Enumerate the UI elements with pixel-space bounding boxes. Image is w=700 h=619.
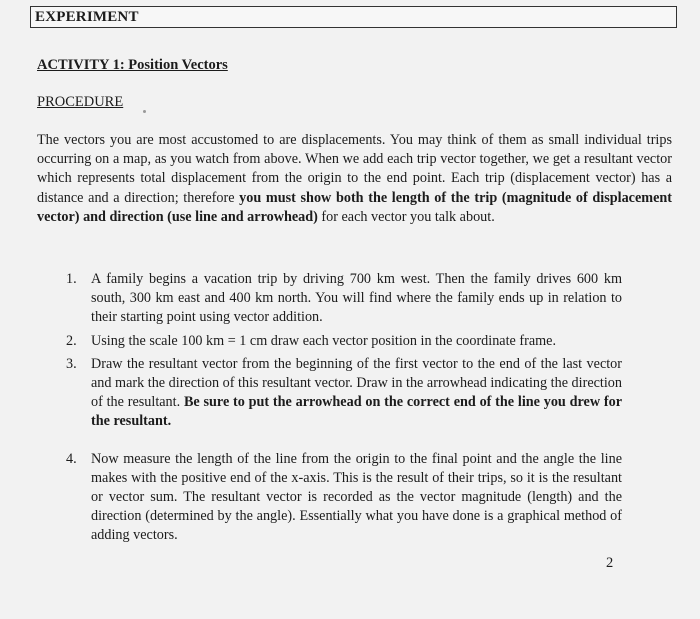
experiment-title: EXPERIMENT [35,9,139,25]
step-3 [60,355,622,432]
step-number: 4. [66,450,77,467]
stray-mark [143,110,146,113]
intro-text-b: for each vector you talk about. [317,208,495,225]
step-number: 1. [66,271,77,287]
step-number: 3. [66,355,77,372]
activity-title: ACTIVITY 1: Position Vectors [37,57,228,73]
intro-text-a: The vectors you are most accustomed to are displacements. You may think of them as small individual trips occurring on a map, as you watch from above. When we add each trip vector together, we get a resultant vector which represents total displacement from the origin to the end point. Each trip (displacement vector) has a distance and a direction; therefore [37,132,672,206]
step-bold-text: Be sure to put the arrowhead on the correct end of the line you drew for the resultant. [91,394,622,430]
procedure-steps-list [60,270,622,546]
page-number: 2 [606,555,614,571]
intro-paragraph [37,131,672,227]
step-text: A family begins a vacation trip by driving 700 km west. Then the family drives 600 km south, 300 km east and 400 km north. You will find where the family ends up in relation to their starting point using vector addition. [91,271,622,326]
intro-bold: you must show both the length of the trip (magnitude of displacement vector) and direction (use line and arrowhead) [37,189,673,225]
step-text: Now measure the length of the line from the origin to the final point and the angle the line makes with the positive end of the x-axis. This is the result of their trips, so it is the resultant or vector sum. The resultant vector is recorded as the vector magnitude (length) and the direction (determined by the angle). Essentially what you have done is a graphical method of adding vectors. [91,450,622,544]
step-text: Draw the resultant vector from the beginning of the first vector to the end of the last vector and mark the direction of this resultant vector. Draw in the arrowhead indicating the direction of the resultant. [91,355,622,411]
step-text: Using the scale 100 km = 1 cm draw each vector position in the coordinate frame. [91,332,557,349]
step-2 [60,332,622,351]
experiment-header-box [30,6,677,28]
step-number: 2. [66,332,77,349]
step-1 [60,270,622,328]
step-4 [60,450,622,546]
procedure-heading: PROCEDURE [37,94,124,110]
